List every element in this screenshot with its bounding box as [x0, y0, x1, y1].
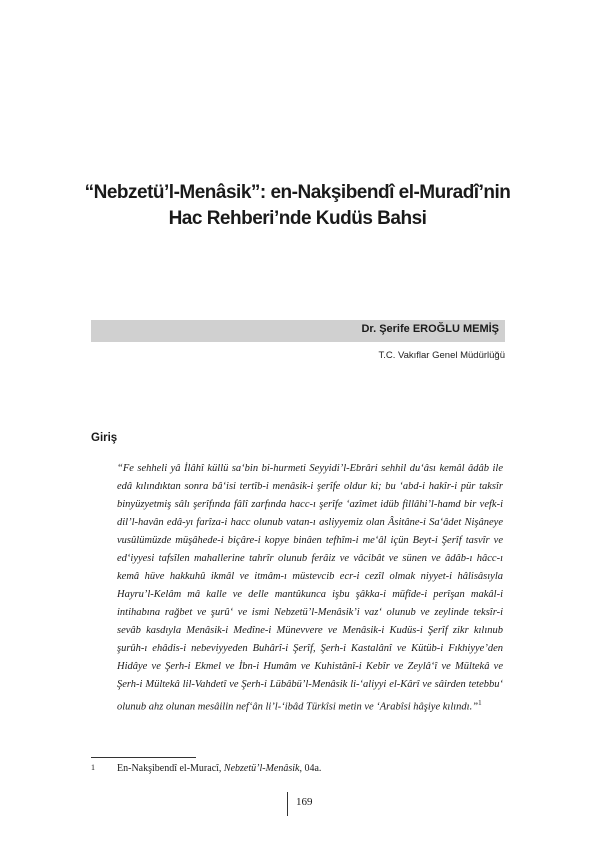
- page-number-divider: [287, 792, 288, 816]
- author-name: Dr. Şerife EROĞLU MEMİŞ: [361, 323, 499, 335]
- article-title-line-1: “Nebzetü’l-Menâsik”: en-Nakşibendî el-Muradî’nin: [84, 182, 511, 203]
- article-title: [60, 180, 535, 232]
- footnote-divider: [91, 757, 196, 758]
- footnote-text-after: , 04a.: [299, 763, 322, 774]
- footnote-work-title: Nebzetü’l-Menâsik: [223, 763, 300, 774]
- footnote-reference[interactable]: 1: [478, 699, 482, 707]
- footnote-text-before: En-Nakşibendî el-Muracî,: [117, 763, 224, 774]
- footnote-number: 1: [91, 763, 95, 772]
- block-quote-text: “Fe sehheli yâ İlâhî küllü sa‘bin bi-hurmeti Seyyidi’l-Ebrâri sehhil du‘âsı kemâl âdâb ile edâ kılındıktan sonra bâ‘isi tertîb-i menâsik-i şerîfe oldur ki; bu ‘abd-i hakîr-i pür taksîr binyüzyetmiş sâlı şerîfında fâlî zarfında hacc-ı şerîfe ‘azîmet idüb fillâhi’l-hamd bir vefk-i dil’l-havân edâ-yı farîza-i hacc olunub vatan-ı asliyyemiz olan Âsitâne-i Sa‘âdet Nişâneye vusûlümüzde müşâhede-i biçâre-i kopye binâen tefhîm-i me‘âl içün Beyt-i Şerîf tasvîr ve ed‘iyyesi tafsîlen mahallerine tahrîr olunub ferâiz ve vâcibât ve sünen ve âdâb-ı hâcc-ı kemâ hüve hakkuhû ikmâl ve itmâm-ı müstevcib ecr-i cezîl olmak niyyet-i hâlisâsıyla Hayru’l-Kelâm mâ kalle ve delle mantûkunca işbu şâkka-i müfîde-i perîşan makâl-i intihabına rağbet ve şurû‘ ve ismi Nebzetü’l-Menâsik’i vaz‘ olunub ve zeylinde teksîr-i sevâb kasdıyla Menâsik-i Medîne-i Münevvere ve Menâsik-i Kudüs-i Şerîf zikr kılınub şurûh-ı ehâdis-i nebeviyyeden Buhârî-i Şerîf, Şerh-i Kastalânî ve Kütüb-i Fıkhiyye’den Hidâye ve Şerh-i Ekmel ve İbn-i Humâm ve Kuhistânî-i Kebîr ve Zeylâ‘î ve Mültekâ ve Şerh-i Mültekâ lil-Vahdetî ve Şerh-i Lübâbü’l-Menâsik li-‘aliyyi el-Kârî ve sâirden tetebbu‘ olunub ahz olunan mesâilin nef‘ân li’l-‘ibâd Türkîsi metin ve ‘Arabîsi hâşiye kılındı.”: [117, 463, 503, 713]
- author-affiliation: T.C. Vakıflar Genel Müdürlüğü: [378, 350, 505, 361]
- page-number: 169: [296, 796, 313, 808]
- block-quote: [117, 460, 503, 717]
- author-bar: [91, 320, 505, 342]
- footnote: [91, 763, 505, 774]
- section-heading-giris: Giriş: [91, 432, 118, 444]
- article-title-line-2: Hac Rehberi’nde Kudüs Bahsi: [168, 208, 427, 229]
